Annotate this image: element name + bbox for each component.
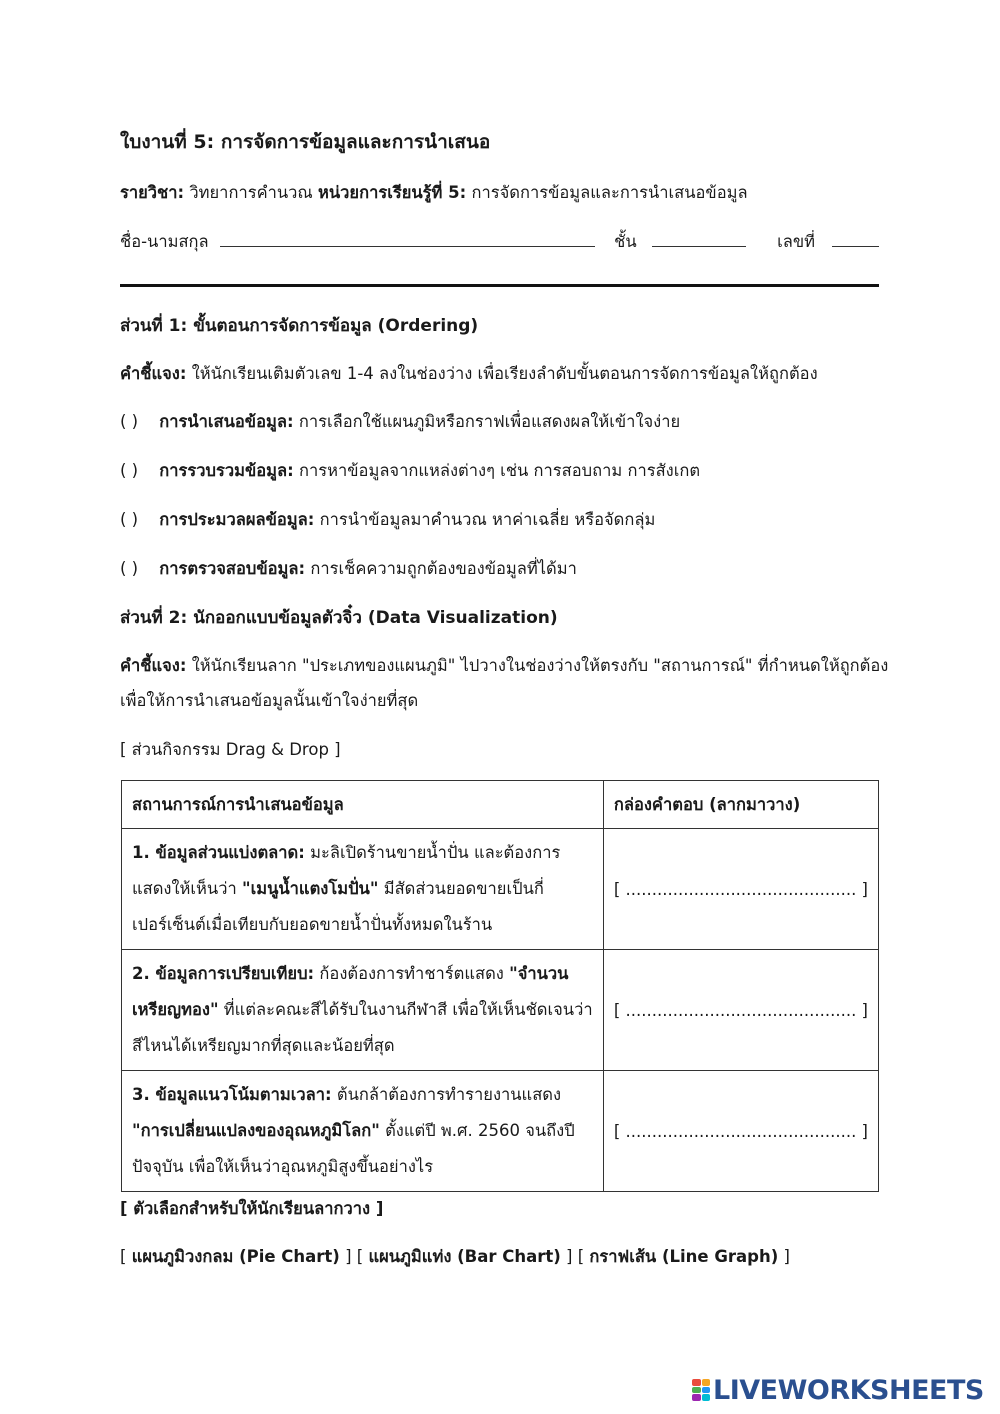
table-header-row bbox=[122, 781, 879, 829]
situation-cell bbox=[122, 950, 604, 1071]
subject-value: วิทยาการคำนวณ bbox=[189, 183, 313, 202]
unit-value: การจัดการข้อมูลและการนำเสนอข้อมูล bbox=[471, 183, 748, 202]
part1-instruction bbox=[120, 361, 818, 387]
order-term: การตรวจสอบข้อมูล: bbox=[159, 559, 306, 578]
answer-drop-zone[interactable]: [ ............................................ ] bbox=[613, 1000, 868, 1020]
subject-label: รายวิชา: bbox=[120, 183, 185, 202]
order-term: การรวบรวมข้อมูล: bbox=[159, 461, 294, 480]
situation-text: ที่แต่ละคณะสีได้รับในงานกีฬาสี เพื่อให้เห็นชัดเจนว่าสีไหนได้เหรียญมากที่สุดและน้อยที่สุด bbox=[132, 1000, 593, 1055]
part1-heading: ส่วนที่ 1: ขั้นตอนการจัดการข้อมูล (Ordering) bbox=[120, 316, 479, 336]
part2-instruction-cont: เพื่อให้การนำเสนอข้อมูลนั้นเข้าใจง่ายที่สุด bbox=[120, 691, 419, 710]
ordering-item bbox=[120, 409, 680, 435]
page-title: ใบงานที่ 5: การจัดการข้อมูลและการนำเสนอ bbox=[120, 131, 491, 153]
option-line-graph[interactable]: กราฟเส้น (Line Graph) bbox=[589, 1247, 779, 1266]
name-label: ชื่อ-นามสกุล bbox=[120, 232, 209, 251]
order-blank[interactable]: ( ) bbox=[120, 559, 139, 578]
part2-instruction-label: คำชี้แจง: bbox=[120, 656, 187, 675]
situation-cell bbox=[122, 829, 604, 950]
ordering-item bbox=[120, 458, 700, 484]
situation-cell bbox=[122, 1071, 604, 1192]
situation-highlight: "การเปลี่ยนแปลงของอุณหภูมิโลก" bbox=[132, 1121, 380, 1140]
liveworksheets-logo bbox=[692, 1375, 984, 1405]
situation-label: 3. ข้อมูลแนวโน้มตามเวลา: bbox=[132, 1085, 332, 1104]
answer-drop-zone[interactable]: [ ............................................ ] bbox=[613, 1121, 868, 1141]
drag-drop-table bbox=[121, 780, 879, 1192]
answer-cell bbox=[603, 950, 878, 1071]
options-row: [ แผนภูมิวงกลม (Pie Chart) ] [ แผนภูมิแท่ง (Bar Chart) ] [ กราฟเส้น (Line Graph) ] bbox=[120, 1247, 790, 1266]
logo-blocks-icon bbox=[692, 1379, 710, 1401]
situation-text: มีสัดส่วนยอดขายเป็นกี่เปอร์เซ็นต์เมื่อเทียบกับยอดขายน้ำปั่นทั้งหมดในร้าน bbox=[132, 879, 544, 934]
order-desc: การเช็คความถูกต้องของข้อมูลที่ได้มา bbox=[310, 559, 577, 578]
option-pie-chart[interactable]: แผนภูมิวงกลม (Pie Chart) bbox=[131, 1247, 340, 1266]
name-blank[interactable] bbox=[220, 232, 595, 247]
options-label: [ ตัวเลือกสำหรับให้นักเรียนลากวาง ] bbox=[120, 1199, 384, 1218]
number-blank[interactable] bbox=[832, 232, 879, 247]
part2-instruction-text: ให้นักเรียนลาก "ประเภทของแผนภูมิ" ไปวางในช่องว่างให้ตรงกับ "สถานการณ์" ที่กำหนดให้ถูกต้อง bbox=[191, 656, 889, 675]
answer-drop-zone[interactable]: [ ............................................ ] bbox=[613, 879, 868, 899]
answer-cell bbox=[603, 829, 878, 950]
part2-instruction bbox=[120, 653, 888, 679]
ordering-item bbox=[120, 507, 655, 533]
order-desc: การนำข้อมูลมาคำนวณ หาค่าเฉลี่ย หรือจัดกลุ่ม bbox=[319, 510, 656, 529]
situation-text: ตั้งแต่ปี พ.ศ. 2560 จนถึงปีปัจจุบัน เพื่อให้เห็นว่าอุณหภูมิสูงขึ้นอย่างไร bbox=[132, 1121, 575, 1176]
class-blank[interactable] bbox=[652, 232, 746, 247]
situation-label: 2. ข้อมูลการเปรียบเทียบ: bbox=[132, 964, 315, 983]
table-row bbox=[122, 1071, 879, 1192]
header-divider bbox=[120, 284, 879, 287]
number-label: เลขที่ bbox=[777, 232, 816, 251]
situation-text: ก้องต้องการทำชาร์ตแสดง bbox=[319, 964, 504, 983]
ordering-item bbox=[120, 556, 577, 582]
logo-text: LIVEWORKSHEETS bbox=[713, 1374, 984, 1406]
activity-label: [ ส่วนกิจกรรม Drag & Drop ] bbox=[120, 740, 341, 759]
part1-instruction-text: ให้นักเรียนเติมตัวเลข 1-4 ลงในช่องว่าง เพื่อเรียงลำดับขั้นตอนการจัดการข้อมูลให้ถูกต้อง bbox=[191, 364, 818, 383]
column-header-situation: สถานการณ์การนำเสนอข้อมูล bbox=[122, 781, 604, 829]
order-desc: การหาข้อมูลจากแหล่งต่างๆ เช่น การสอบถาม การสังเกต bbox=[299, 461, 701, 480]
order-blank[interactable]: ( ) bbox=[120, 412, 139, 431]
order-term: การนำเสนอข้อมูล: bbox=[159, 412, 294, 431]
order-term: การประมวลผลข้อมูล: bbox=[159, 510, 315, 529]
order-blank[interactable]: ( ) bbox=[120, 510, 139, 529]
answer-cell bbox=[603, 1071, 878, 1192]
column-header-answer: กล่องคำตอบ (ลากมาวาง) bbox=[603, 781, 878, 829]
order-blank[interactable]: ( ) bbox=[120, 461, 139, 480]
unit-label: หน่วยการเรียนรู้ที่ 5: bbox=[317, 183, 467, 202]
part1-instruction-label: คำชี้แจง: bbox=[120, 364, 187, 383]
situation-highlight: "เมนูน้ำแตงโมปั่น" bbox=[242, 879, 379, 898]
situation-highlight: "จำนวนเหรียญทอง" bbox=[132, 964, 569, 1019]
situation-text: ต้นกล้าต้องการทำรายงานแสดง bbox=[336, 1085, 562, 1104]
situation-label: 1. ข้อมูลส่วนแบ่งตลาด: bbox=[132, 843, 305, 862]
table-row bbox=[122, 950, 879, 1071]
table-row bbox=[122, 829, 879, 950]
option-bar-chart[interactable]: แผนภูมิแท่ง (Bar Chart) bbox=[368, 1247, 561, 1266]
student-info-row bbox=[120, 229, 879, 255]
situation-text: มะลิเปิดร้านขายน้ำปั่น และต้องการแสดงให้เห็นว่า bbox=[132, 843, 561, 898]
part2-heading: ส่วนที่ 2: นักออกแบบข้อมูลตัวจิ๋ว (Data Visualization) bbox=[120, 608, 558, 628]
class-label: ชั้น bbox=[614, 232, 637, 251]
subject-line bbox=[120, 180, 748, 206]
order-desc: การเลือกใช้แผนภูมิหรือกราฟเพื่อแสดงผลให้เข้าใจง่าย bbox=[298, 412, 681, 431]
